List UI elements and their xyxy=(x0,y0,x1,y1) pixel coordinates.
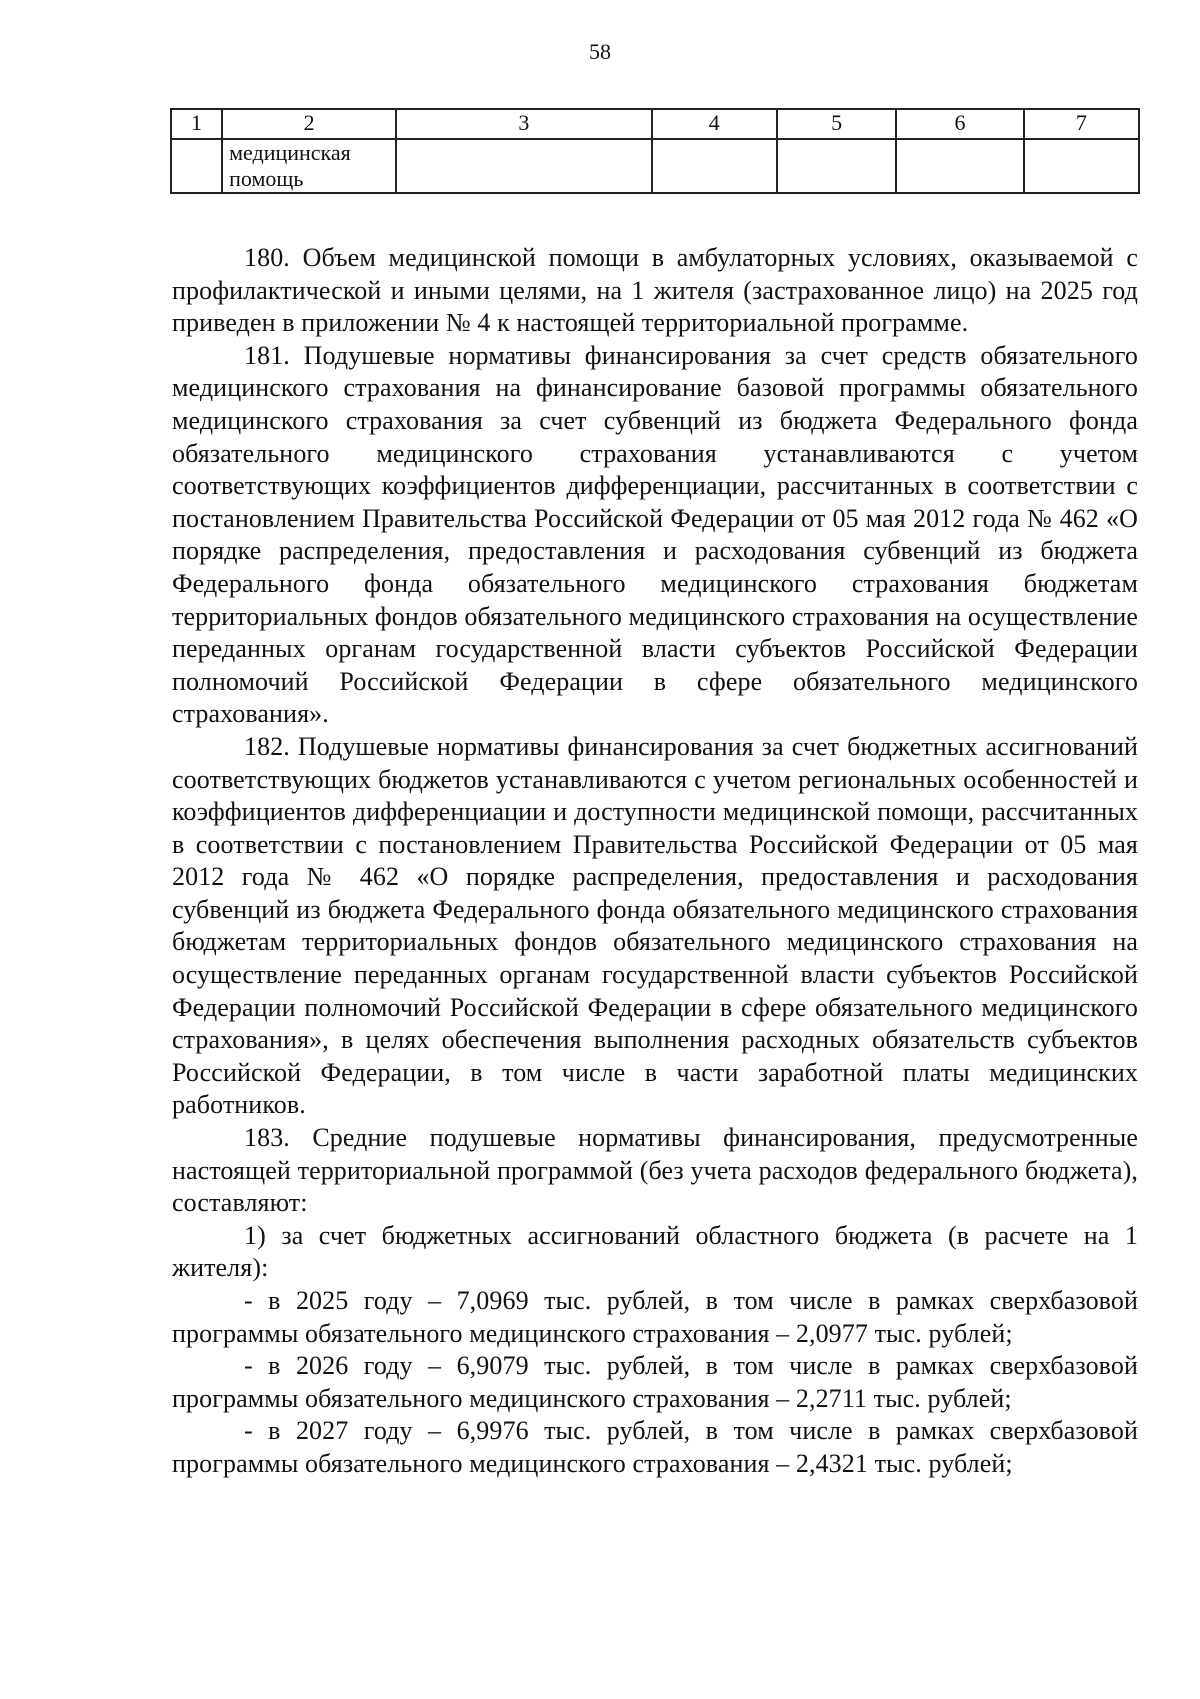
paragraph-181: 181. Подушевые нормативы финансирования за счет средств обязательного медицинского страхования на финансирование базовой программы обязательного медицинского страхования за счет субвенций из бюджета Федерального фонда обязательного медицинского страхования устанавливаются с учетом соответствующих коэффициентов дифференциации, рассчитанных в соответствии с постановлением Правительства Российской Федерации от 05 мая 2012 года № 462 «О порядке распределения, предоставления и расходования субвенций из бюджета Федерального фонда обязательного медицинского страхования бюджетам территориальных фондов обязательного медицинского страхования на осуществление переданных органам государственной власти субъектов Российской Федерации полномочий Российской Федерации в сфере обязательного медицинского страхования». xyxy=(172,340,1138,729)
continuation-table xyxy=(170,108,1140,194)
table-header-cell: 7 xyxy=(1024,109,1139,139)
document-body xyxy=(172,242,1138,1481)
table-header-cell: 5 xyxy=(777,109,897,139)
list-item-2026: - в 2026 году – 6,9079 тыс. рублей, в том числе в рамках сверхбазовой программы обязательного медицинского страхования – 2,2711 тыс. рублей; xyxy=(172,1351,1138,1413)
list-item-2027: - в 2027 году – 6,9976 тыс. рублей, в том числе в рамках сверхбазовой программы обязательного медицинского страхования – 2,4321 тыс. рублей; xyxy=(172,1416,1138,1478)
paragraph-183: 183. Средние подушевые нормативы финансирования, предусмотренные настоящей территориальной программой (без учета расходов федерального бюджета), составляют: xyxy=(172,1123,1138,1218)
list-item-2025: - в 2025 году – 7,0969 тыс. рублей, в том числе в рамках сверхбазовой программы обязательного медицинского страхования – 2,0977 тыс. рублей; xyxy=(172,1286,1138,1348)
table-header-cell: 3 xyxy=(396,109,652,139)
table-cell xyxy=(171,139,222,193)
table-header-cell: 2 xyxy=(222,109,396,139)
paragraph-182: 182. Подушевые нормативы финансирования за счет бюджетных ассигнований соответствующих бюджетов устанавливаются с учетом региональных особенностей и коэффициентов дифференциации и доступности медицинской помощи, рассчитанных в соответствии с постановлением Правительства Российской Федерации от 05 мая 2012 года № 462 «О порядке распределения, предоставления и расходования субвенций из бюджета Федерального фонда обязательного медицинского страхования бюджетам территориальных фондов обязательного медицинского страхования на осуществление переданных органам государственной власти субъектов Российской Федерации полномочий Российской Федерации в сфере обязательного медицинского страхования», в целях обеспечения выполнения расходных обязательств субъектов Российской Федерации, в том числе в части заработной платы медицинских работников. xyxy=(172,731,1138,1120)
list-item-regional-budget: 1) за счет бюджетных ассигнований областного бюджета (в расчете на 1 жителя): xyxy=(172,1220,1138,1283)
page-number: 58 xyxy=(589,39,611,64)
table-cell xyxy=(396,139,652,193)
paragraph-180: 180. Объем медицинской помощи в амбулаторных условиях, оказываемой с профилактической и иными целями, на 1 жителя (застрахованное лицо) на 2025 год приведен в приложении № 4 к настоящей территориальной программе. xyxy=(172,243,1138,338)
table-cell: медицинская помощь xyxy=(222,139,396,193)
table-header-cell: 4 xyxy=(652,109,777,139)
table-header-cell: 1 xyxy=(171,109,222,139)
table-header-cell: 6 xyxy=(896,109,1023,139)
table-row xyxy=(171,139,1139,193)
table-cell xyxy=(652,139,777,193)
table-cell xyxy=(777,139,897,193)
table-cell xyxy=(1024,139,1139,193)
table-cell xyxy=(896,139,1023,193)
table-header-row xyxy=(171,109,1139,139)
